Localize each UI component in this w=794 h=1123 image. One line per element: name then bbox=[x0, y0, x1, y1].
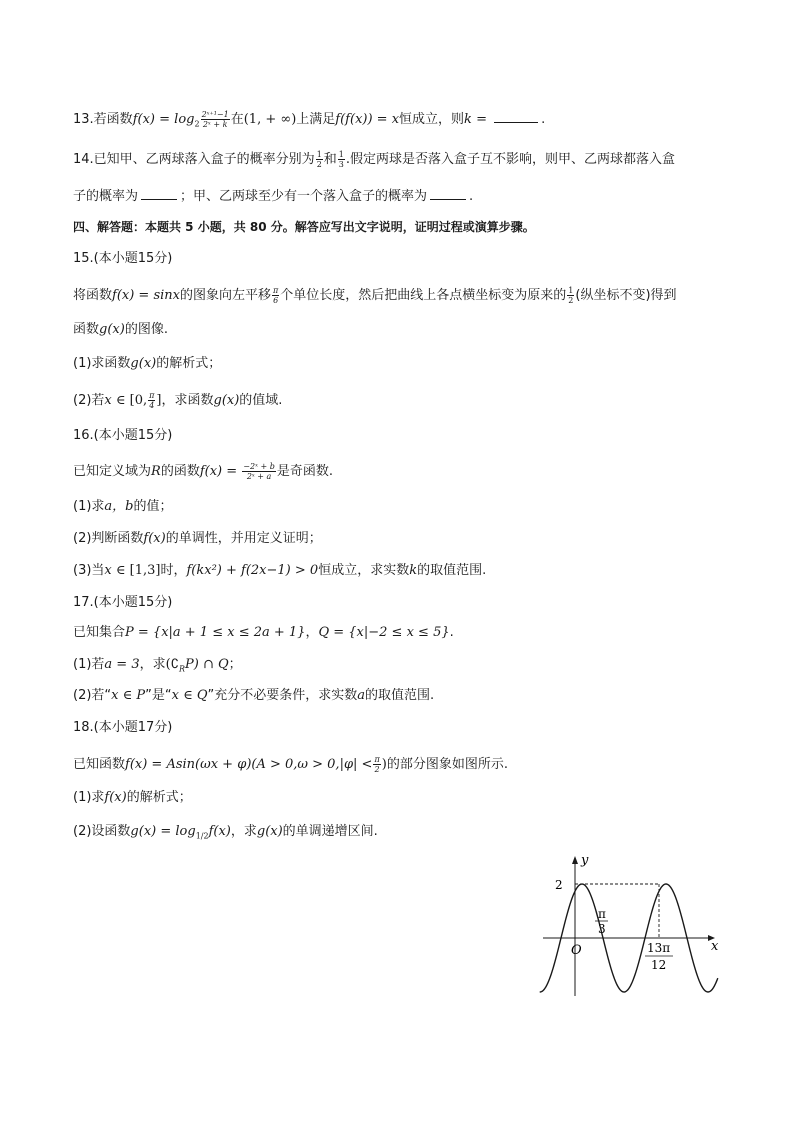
q16-part-1: (1)求a，b的值； bbox=[73, 499, 173, 514]
q14-fraction-1: $\frac{1}{2}$ bbox=[316, 150, 322, 169]
q13-line: 13.若函数$f(x) = \log_2$ $\frac{\text{2ˣ⁺¹−1}}{\text{2ˣ + k}}$ 在(1, + ∞)上满足f(f(x)) = x恒成立，则k = . bbox=[73, 110, 546, 129]
q16-part-2: (2)判断函数f(x)的单调性，并用定义证明； bbox=[73, 531, 322, 546]
q17-header: 17.(本小题15分) bbox=[73, 595, 173, 610]
q17-line-1: 已知集合P = {x|a + 1 ≤ x ≤ 2a + 1}，Q = {x|−2 ≤ x ≤ 5}. bbox=[73, 625, 454, 640]
q15-part-1: (1)求函数g(x)的解析式； bbox=[73, 356, 222, 371]
q18-part-1: (1)求f(x)的解析式； bbox=[73, 790, 192, 805]
peak-x-denominator: 12 bbox=[651, 958, 667, 972]
q14-line-2: 子的概率为 ；甲、乙两球至少有一个落入盒子的概率为 . bbox=[73, 186, 473, 206]
q15-header: 15.(本小题15分) bbox=[73, 251, 173, 266]
peak-x-numerator: 13π bbox=[647, 941, 671, 955]
q15-part-2: (2)若x ∈ [0, $\frac{\pi}{4}$ ]，求函数g(x)的值域. bbox=[73, 391, 283, 410]
q18-line-1: 已知函数f(x) = Asin(ωx + φ)(A > 0,ω > 0,|φ| < $\frac{\pi}{2}$ )的部分图象如图所示. bbox=[73, 755, 508, 774]
amplitude-label: 2 bbox=[555, 878, 563, 892]
q15-line-1: 将函数f(x) = sinx的图象向左平移 $\frac{\pi}{6}$ 个单位长度，然后把曲线上各点横坐标变为原来的 $\frac{1}{2}$ (纵坐标不变)得到 bbox=[73, 286, 677, 305]
q13-fraction: $\frac{\text{2ˣ⁺¹−1}}{\text{2ˣ + k}}$ bbox=[201, 110, 229, 129]
q17-part-2: (2)若“x ∈ P”是“x ∈ Q”充分不必要条件，求实数a的取值范围. bbox=[73, 688, 435, 703]
q16-line-1: 已知定义域为R的函数f(x) = $\frac{\text{−2ˣ + b}}{\text{2ˣ + a}}$ 是奇函数. bbox=[73, 462, 333, 481]
answer-blank[interactable] bbox=[141, 186, 177, 200]
q15-line-2: 函数g(x)的图像. bbox=[73, 322, 168, 337]
y-axis-arrow bbox=[572, 856, 578, 864]
q18-part-2: (2)设函数$g(x) = \log_{1/2}f(x)$，求g(x)的单调递增区间. bbox=[73, 824, 378, 841]
y-axis-label: y bbox=[581, 853, 589, 868]
section-heading: 四、解答题：本题共 5 小题，共 80 分。解答应写出文字说明，证明过程或演算步骤。 bbox=[73, 220, 535, 234]
q17-part-1: (1)若a = 3，求$(∁_RP)$ ∩ Q； bbox=[73, 657, 242, 674]
q16-part-3: (3)当x ∈ [1,3]时，f(kx²) + f(2x−1) > 0恒成立，求实数k的取值范围. bbox=[73, 563, 487, 578]
answer-blank[interactable] bbox=[430, 186, 466, 200]
q16-header: 16.(本小题15分) bbox=[73, 428, 173, 443]
x-axis-label: x bbox=[711, 939, 719, 954]
pi-third-denominator: 3 bbox=[598, 922, 606, 936]
sine-graph bbox=[535, 848, 725, 998]
answer-blank[interactable] bbox=[494, 109, 538, 123]
q14-fraction-2: $\frac{1}{3}$ bbox=[338, 150, 344, 169]
origin-label: O bbox=[571, 943, 582, 958]
pi-third-numerator: π bbox=[598, 907, 606, 921]
q18-header: 18.(本小题17分) bbox=[73, 720, 173, 735]
q14-line-1: 14.已知甲、乙两球落入盒子的概率分别为 $\frac{1}{2}$ 和 $\frac{1}{3}$ .假定两球是否落入盒子互不影响，则甲、乙两球都落入盒 bbox=[73, 150, 676, 169]
